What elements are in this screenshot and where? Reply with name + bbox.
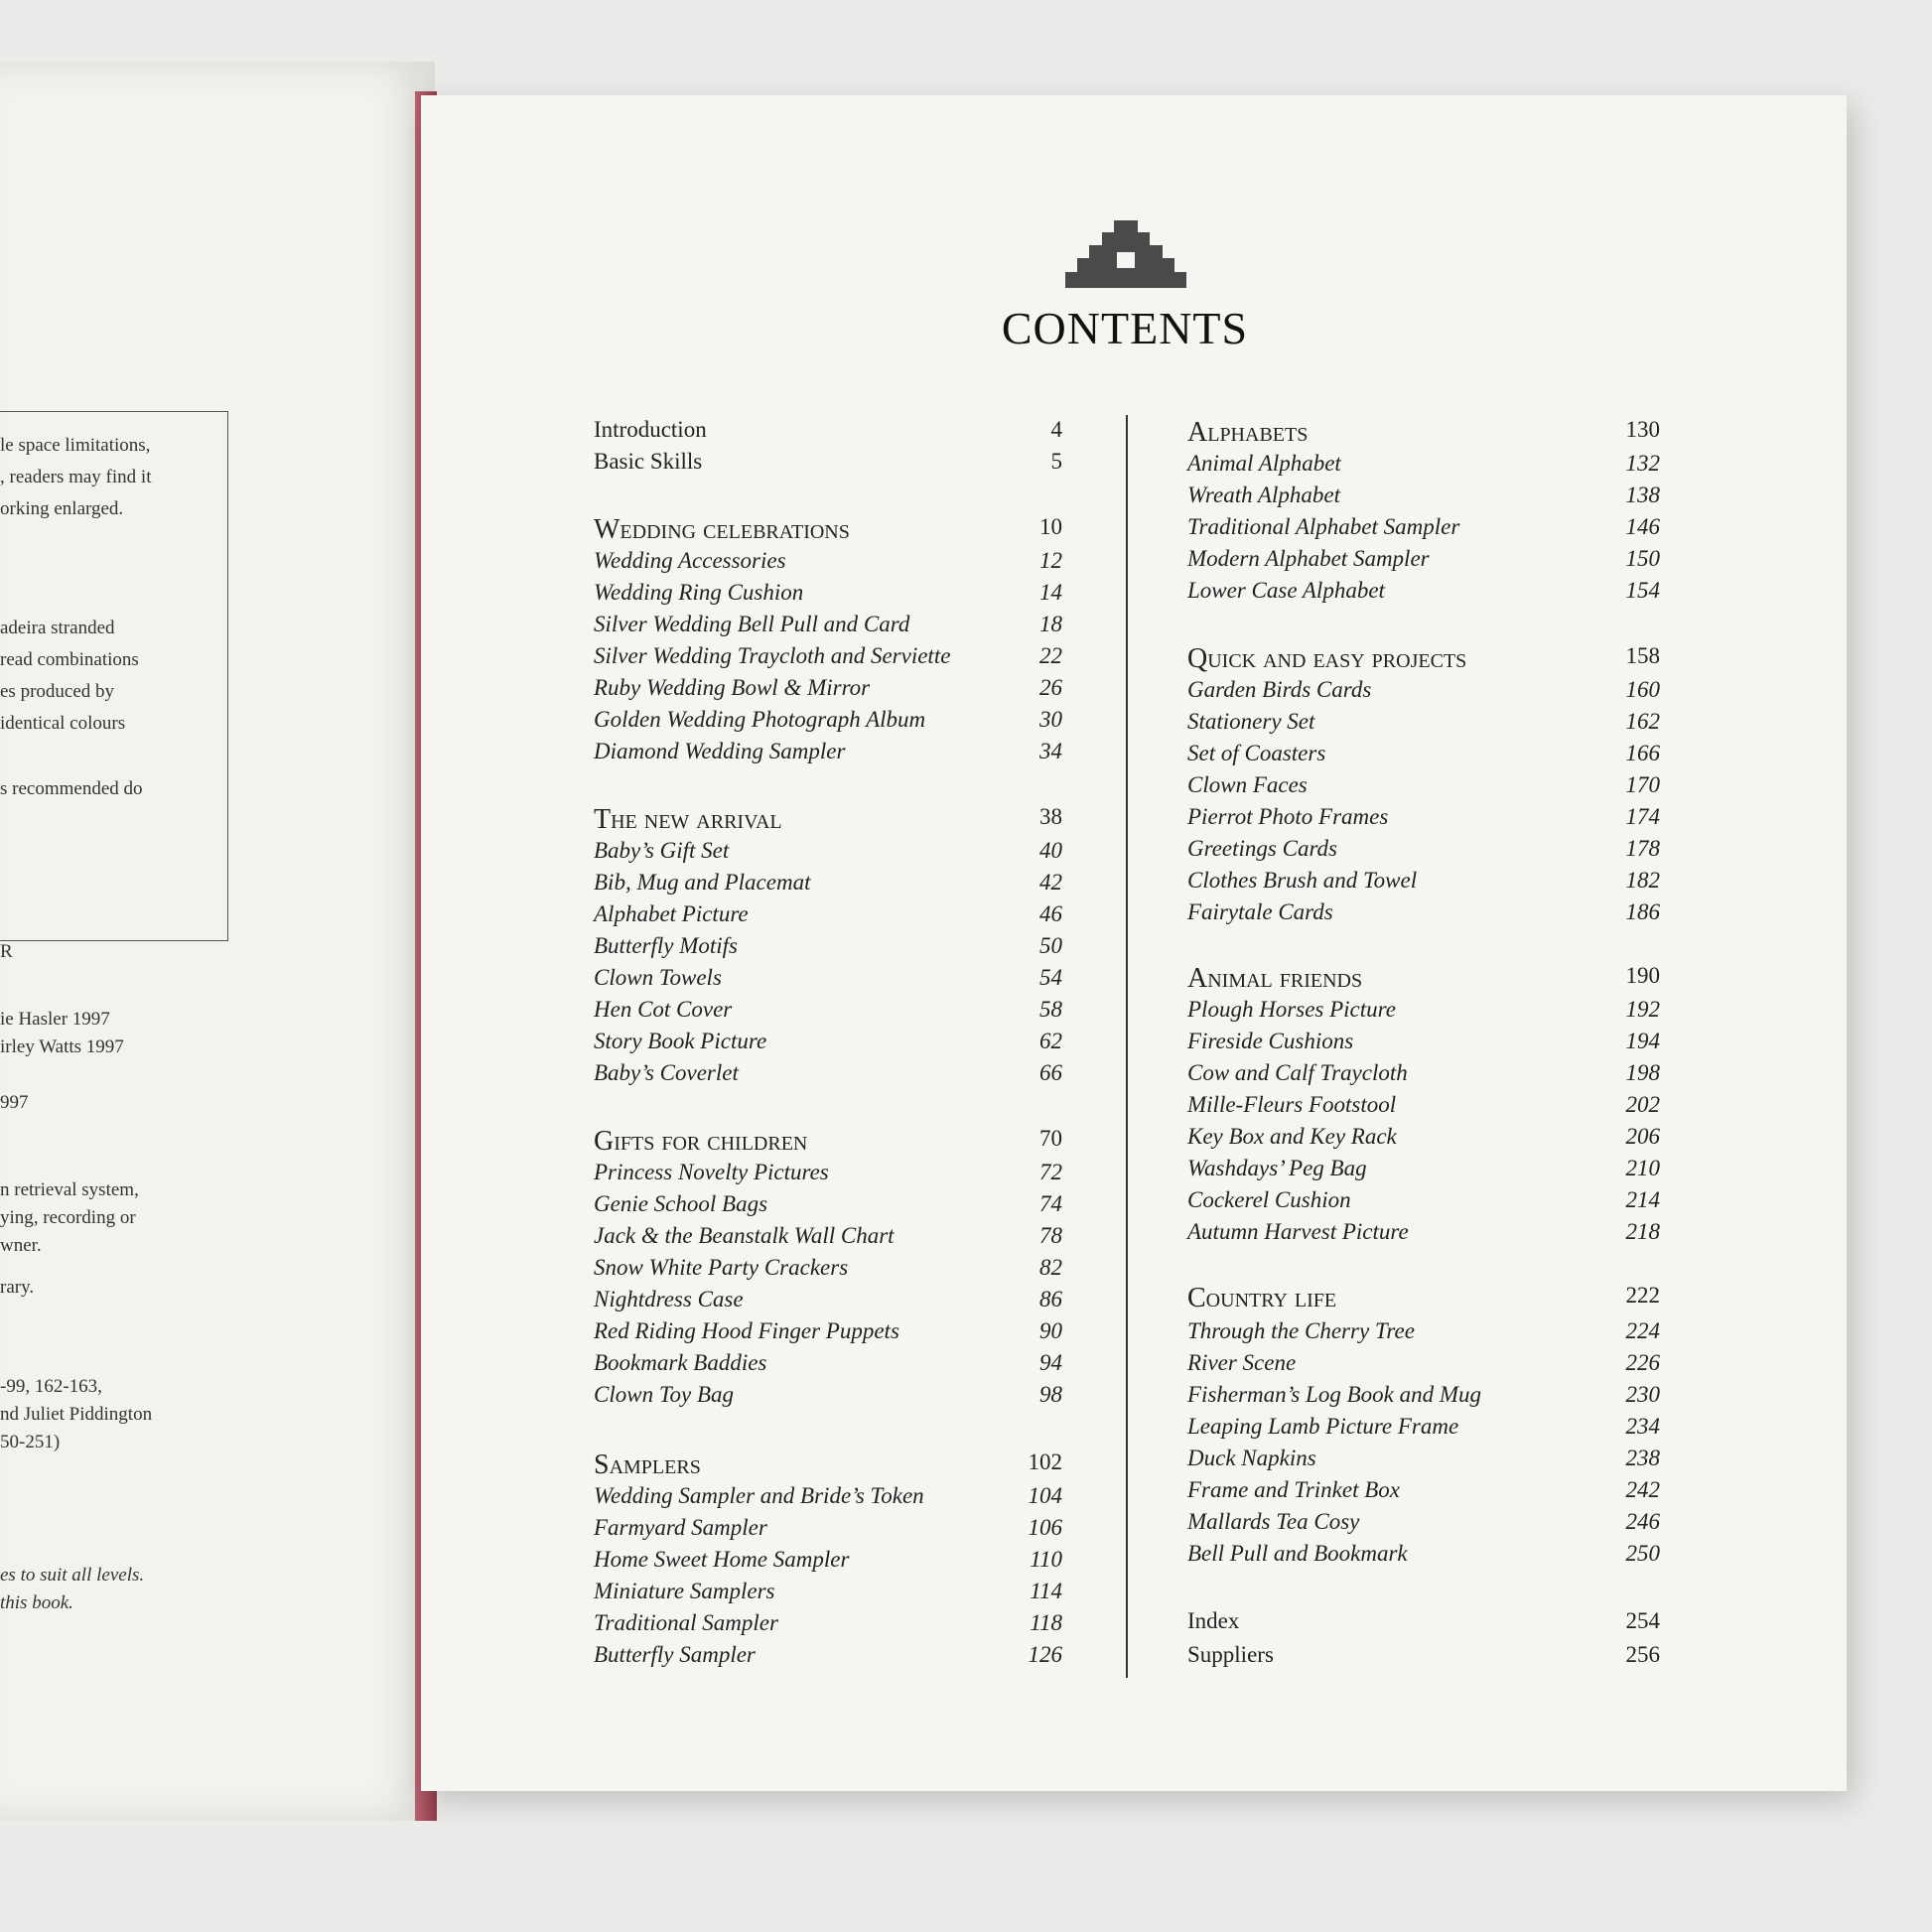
- toc-entry: [1187, 1541, 1660, 1571]
- toc-entry-title: Autumn Harvest Picture: [1187, 1219, 1409, 1244]
- toc-entry-page-number: 4: [1050, 417, 1062, 442]
- left-page-line: read combinations: [0, 649, 139, 670]
- toc-entry-title: Bib, Mug and Placemat: [594, 870, 811, 895]
- toc-entry-title: Red Riding Hood Finger Puppets: [594, 1318, 899, 1343]
- toc-entry-page-number: 40: [1039, 838, 1062, 863]
- toc-section-heading: [594, 1449, 1062, 1479]
- toc-entry-page-number: 210: [1625, 1156, 1660, 1180]
- page-title: CONTENTS: [1001, 303, 1249, 353]
- toc-entry-title: Bookmark Baddies: [594, 1350, 767, 1375]
- toc-entry: [594, 612, 1062, 641]
- toc-entry-title: Garden Birds Cards: [1187, 677, 1372, 702]
- toc-entry-page-number: 166: [1625, 741, 1660, 765]
- toc-entry-page-number: 218: [1625, 1219, 1660, 1244]
- toc-entry: [1187, 1642, 1660, 1672]
- toc-entry-page-number: 146: [1625, 514, 1660, 539]
- toc-entry: [1187, 1382, 1660, 1412]
- toc-section-heading: [594, 514, 1062, 544]
- toc-entry: [594, 1060, 1062, 1090]
- toc-entry-page-number: 222: [1625, 1283, 1660, 1308]
- toc-entry: [594, 675, 1062, 705]
- left-page: [0, 62, 435, 1821]
- toc-entry: [1187, 1350, 1660, 1380]
- toc-entry: [594, 1318, 1062, 1348]
- left-page-line: identical colours: [0, 713, 126, 734]
- toc-entry-page-number: 186: [1625, 899, 1660, 924]
- toc-entry-page-number: 162: [1625, 709, 1660, 734]
- toc-entry-title: Suppliers: [1187, 1642, 1274, 1667]
- toc-entry-title: Golden Wedding Photograph Album: [594, 707, 926, 732]
- toc-entry-title: Key Box and Key Rack: [1187, 1124, 1397, 1149]
- toc-entry-page-number: 214: [1625, 1187, 1660, 1212]
- toc-entry-title: Butterfly Sampler: [594, 1642, 756, 1667]
- toc-entry-page-number: 30: [1039, 707, 1062, 732]
- toc-entry-title: Duck Napkins: [1187, 1446, 1316, 1470]
- toc-entry-page-number: 158: [1625, 643, 1660, 668]
- toc-entry: [594, 1029, 1062, 1058]
- toc-entry-page-number: 132: [1625, 451, 1660, 476]
- toc-entry-page-number: 118: [1030, 1610, 1062, 1635]
- toc-entry-page-number: 86: [1039, 1287, 1062, 1311]
- toc-entry-page-number: 106: [1028, 1515, 1062, 1540]
- toc-entry-page-number: 150: [1625, 546, 1660, 571]
- toc-entry: [1187, 578, 1660, 608]
- toc-entry: [1187, 868, 1660, 897]
- toc-entry-title: Quick and easy projects: [1187, 643, 1467, 674]
- toc-entry: [594, 1610, 1062, 1640]
- toc-entry-title: Plough Horses Picture: [1187, 997, 1396, 1022]
- toc-section-heading: [1187, 963, 1660, 993]
- toc-entry-title: Wedding Accessories: [594, 548, 786, 573]
- toc-entry: [594, 1350, 1062, 1380]
- toc-entry-title: Animal Alphabet: [1187, 451, 1341, 476]
- toc-entry-page-number: 154: [1625, 578, 1660, 603]
- toc-entry-page-number: 114: [1030, 1579, 1062, 1603]
- toc-entry: [1187, 1060, 1660, 1090]
- toc-entry-page-number: 226: [1625, 1350, 1660, 1375]
- toc-entry-title: Wedding Sampler and Bride’s Token: [594, 1483, 924, 1508]
- toc-entry-page-number: 170: [1625, 772, 1660, 797]
- toc-entry: [594, 838, 1062, 868]
- toc-entry: [1187, 1446, 1660, 1475]
- toc-entry-title: Genie School Bags: [594, 1191, 768, 1216]
- toc-entry: [1187, 709, 1660, 739]
- toc-entry-title: Home Sweet Home Sampler: [594, 1547, 850, 1572]
- toc-entry-page-number: 160: [1625, 677, 1660, 702]
- toc-entry-page-number: 206: [1625, 1124, 1660, 1149]
- toc-entry-page-number: 174: [1625, 804, 1660, 829]
- toc-entry-title: Alphabets: [1187, 417, 1309, 448]
- toc-entry-title: Clown Towels: [594, 965, 722, 990]
- toc-section-heading: [1187, 1283, 1660, 1312]
- toc-entry-title: Traditional Sampler: [594, 1610, 778, 1635]
- toc-entry-title: Frame and Trinket Box: [1187, 1477, 1400, 1502]
- toc-column-left: [594, 417, 1062, 1688]
- toc-entry: [594, 1191, 1062, 1221]
- toc-entry: [1187, 546, 1660, 576]
- stitch-motif-icon: [1065, 220, 1186, 290]
- toc-entry-title: Wedding celebrations: [594, 514, 850, 545]
- toc-entry-title: Fireside Cushions: [1187, 1029, 1354, 1053]
- toc-entry-title: Pierrot Photo Frames: [1187, 804, 1389, 829]
- left-page-line: R: [0, 941, 13, 962]
- toc-entry: [594, 1382, 1062, 1412]
- left-page-line: le space limitations,: [0, 435, 151, 456]
- toc-entry: [594, 580, 1062, 610]
- toc-entry: [1187, 899, 1660, 929]
- toc-entry-page-number: 110: [1030, 1547, 1062, 1572]
- toc-entry: [1187, 1509, 1660, 1539]
- toc-entry-page-number: 54: [1039, 965, 1062, 990]
- toc-entry-title: Wedding Ring Cushion: [594, 580, 804, 605]
- toc-entry: [594, 417, 1062, 447]
- toc-entry: [1187, 804, 1660, 834]
- toc-entry: [594, 1515, 1062, 1545]
- toc-entry-page-number: 74: [1039, 1191, 1062, 1216]
- toc-entry-title: Cockerel Cushion: [1187, 1187, 1351, 1212]
- toc-entry-title: Butterfly Motifs: [594, 933, 739, 958]
- left-page-line: s recommended do: [0, 778, 143, 799]
- left-page-line: this book.: [0, 1592, 73, 1613]
- toc-entry: [594, 965, 1062, 995]
- toc-entry-title: Leaping Lamb Picture Frame: [1187, 1414, 1459, 1439]
- toc-entry: [1187, 483, 1660, 512]
- toc-entry: [594, 901, 1062, 931]
- toc-entry-title: The new arrival: [594, 804, 782, 835]
- toc-entry: [594, 870, 1062, 899]
- toc-entry-title: Princess Novelty Pictures: [594, 1160, 829, 1184]
- toc-column-right: [1187, 417, 1660, 1688]
- left-page-line: , readers may find it: [0, 467, 152, 487]
- toc-entry-title: Diamond Wedding Sampler: [594, 739, 846, 763]
- toc-entry: [1187, 1124, 1660, 1154]
- toc-entry-page-number: 5: [1050, 449, 1062, 474]
- toc-entry: [594, 739, 1062, 768]
- left-page-line: n retrieval system,: [0, 1179, 139, 1200]
- toc-entry-title: Wreath Alphabet: [1187, 483, 1340, 507]
- column-divider: [1126, 415, 1128, 1678]
- toc-entry-page-number: 190: [1625, 963, 1660, 988]
- toc-entry-title: Story Book Picture: [594, 1029, 767, 1053]
- toc-entry-page-number: 234: [1625, 1414, 1660, 1439]
- toc-entry: [1187, 1477, 1660, 1507]
- toc-entry: [1187, 772, 1660, 802]
- toc-entry-title: Greetings Cards: [1187, 836, 1337, 861]
- toc-entry-page-number: 38: [1039, 804, 1062, 829]
- toc-entry-title: Clown Faces: [1187, 772, 1308, 797]
- left-page-line: 50-251): [0, 1432, 61, 1452]
- toc-entry-page-number: 82: [1039, 1255, 1062, 1280]
- toc-entry-title: Country life: [1187, 1283, 1337, 1313]
- toc-entry: [594, 1255, 1062, 1285]
- toc-entry: [1187, 1414, 1660, 1444]
- toc-entry: [594, 548, 1062, 578]
- toc-entry-page-number: 202: [1625, 1092, 1660, 1117]
- toc-entry: [594, 1160, 1062, 1189]
- toc-entry: [1187, 1318, 1660, 1348]
- left-page-line: -99, 162-163,: [0, 1376, 102, 1397]
- toc-entry-title: Modern Alphabet Sampler: [1187, 546, 1430, 571]
- toc-entry-page-number: 254: [1625, 1608, 1660, 1633]
- toc-section-heading: [594, 804, 1062, 834]
- toc-entry-title: Through the Cherry Tree: [1187, 1318, 1415, 1343]
- toc-entry-page-number: 250: [1625, 1541, 1660, 1566]
- toc-entry-title: Baby’s Gift Set: [594, 838, 730, 863]
- toc-entry-page-number: 138: [1625, 483, 1660, 507]
- toc-entry: [594, 1287, 1062, 1316]
- toc-entry: [1187, 451, 1660, 481]
- toc-entry-page-number: 72: [1039, 1160, 1062, 1184]
- toc-entry: [594, 933, 1062, 963]
- left-page-line: rary.: [0, 1277, 35, 1298]
- toc-entry-title: Traditional Alphabet Sampler: [1187, 514, 1460, 539]
- toc-entry-page-number: 230: [1625, 1382, 1660, 1407]
- toc-entry-title: Baby’s Coverlet: [594, 1060, 739, 1085]
- left-page-line: ie Hasler 1997: [0, 1009, 110, 1030]
- toc-entry-title: Clothes Brush and Towel: [1187, 868, 1418, 893]
- toc-entry-title: Ruby Wedding Bowl & Mirror: [594, 675, 871, 700]
- toc-entry-title: Fisherman’s Log Book and Mug: [1187, 1382, 1482, 1407]
- toc-entry-title: Set of Coasters: [1187, 741, 1326, 765]
- toc-entry-page-number: 182: [1625, 868, 1660, 893]
- toc-entry-page-number: 256: [1625, 1642, 1660, 1667]
- toc-entry-page-number: 10: [1039, 514, 1062, 539]
- toc-entry: [1187, 1029, 1660, 1058]
- left-page-line: ying, recording or: [0, 1207, 136, 1228]
- note-box: [0, 411, 228, 941]
- toc-section-heading: [594, 1126, 1062, 1156]
- toc-entry: [1187, 1187, 1660, 1217]
- toc-entry-title: Miniature Samplers: [594, 1579, 775, 1603]
- toc-entry: [1187, 677, 1660, 707]
- toc-entry-title: Mille-Fleurs Footstool: [1187, 1092, 1397, 1117]
- left-page-line: 997: [0, 1092, 29, 1113]
- toc-entry-title: Silver Wedding Traycloth and Serviette: [594, 643, 951, 668]
- toc-entry: [594, 707, 1062, 737]
- left-page-line: orking enlarged.: [0, 498, 124, 519]
- toc-entry-page-number: 130: [1625, 417, 1660, 442]
- toc-entry-title: River Scene: [1187, 1350, 1297, 1375]
- left-page-line: adeira stranded: [0, 618, 115, 638]
- toc-entry: [594, 997, 1062, 1027]
- toc-entry-page-number: 126: [1028, 1642, 1062, 1667]
- toc-entry-page-number: 18: [1039, 612, 1062, 636]
- toc-entry-page-number: 246: [1625, 1509, 1660, 1534]
- toc-entry-title: Alphabet Picture: [594, 901, 749, 926]
- toc-entry-page-number: 242: [1625, 1477, 1660, 1502]
- toc-entry-page-number: 66: [1039, 1060, 1062, 1085]
- toc-entry: [1187, 997, 1660, 1027]
- left-page-line: irley Watts 1997: [0, 1036, 124, 1057]
- toc-entry: [594, 1223, 1062, 1253]
- toc-entry: [1187, 1608, 1660, 1638]
- toc-entry-title: Index: [1187, 1608, 1240, 1633]
- toc-entry: [1187, 514, 1660, 544]
- toc-entry-title: Fairytale Cards: [1187, 899, 1333, 924]
- toc-section-heading: [1187, 417, 1660, 447]
- toc-entry-page-number: 198: [1625, 1060, 1660, 1085]
- toc-entry-title: Stationery Set: [1187, 709, 1315, 734]
- toc-entry-title: Introduction: [594, 417, 707, 442]
- left-page-line: nd Juliet Piddington: [0, 1404, 153, 1425]
- toc-entry-title: Gifts for children: [594, 1126, 808, 1157]
- toc-entry-page-number: 22: [1039, 643, 1062, 668]
- toc-entry: [594, 643, 1062, 673]
- toc-entry-title: Silver Wedding Bell Pull and Card: [594, 612, 910, 636]
- toc-entry-title: Samplers: [594, 1449, 701, 1480]
- toc-entry: [594, 1579, 1062, 1608]
- toc-entry: [1187, 741, 1660, 770]
- toc-entry-page-number: 34: [1039, 739, 1062, 763]
- toc-entry-page-number: 14: [1039, 580, 1062, 605]
- toc-entry: [594, 1547, 1062, 1577]
- toc-entry-page-number: 192: [1625, 997, 1660, 1022]
- toc-entry-page-number: 26: [1039, 675, 1062, 700]
- toc-entry-page-number: 62: [1039, 1029, 1062, 1053]
- toc-entry-page-number: 90: [1039, 1318, 1062, 1343]
- toc-entry-page-number: 104: [1028, 1483, 1062, 1508]
- toc-entry-page-number: 224: [1625, 1318, 1660, 1343]
- left-page-line: es to suit all levels.: [0, 1565, 145, 1586]
- toc-entry-title: Snow White Party Crackers: [594, 1255, 849, 1280]
- toc-entry-title: Jack & the Beanstalk Wall Chart: [594, 1223, 895, 1248]
- toc-entry-title: Nightdress Case: [594, 1287, 744, 1311]
- toc-entry-page-number: 98: [1039, 1382, 1062, 1407]
- toc-entry-title: Lower Case Alphabet: [1187, 578, 1385, 603]
- toc-entry-title: Animal friends: [1187, 963, 1363, 994]
- left-page-line: es produced by: [0, 681, 115, 702]
- toc-entry: [1187, 1156, 1660, 1185]
- toc-entry-title: Basic Skills: [594, 449, 703, 474]
- toc-entry-page-number: 12: [1039, 548, 1062, 573]
- left-page-line: wner.: [0, 1235, 42, 1256]
- toc-entry-page-number: 178: [1625, 836, 1660, 861]
- toc-entry: [594, 1483, 1062, 1513]
- toc-entry: [1187, 1219, 1660, 1249]
- toc-entry-page-number: 238: [1625, 1446, 1660, 1470]
- toc-entry-page-number: 102: [1028, 1449, 1062, 1474]
- toc-entry: [594, 1642, 1062, 1672]
- toc-entry-page-number: 70: [1039, 1126, 1062, 1151]
- toc-entry-page-number: 50: [1039, 933, 1062, 958]
- toc-entry-page-number: 42: [1039, 870, 1062, 895]
- toc-section-heading: [1187, 643, 1660, 673]
- toc-entry-page-number: 46: [1039, 901, 1062, 926]
- toc-entry-page-number: 78: [1039, 1223, 1062, 1248]
- toc-entry: [594, 449, 1062, 479]
- toc-entry-title: Washdays’ Peg Bag: [1187, 1156, 1367, 1180]
- toc-entry-title: Farmyard Sampler: [594, 1515, 767, 1540]
- toc-entry-title: Bell Pull and Bookmark: [1187, 1541, 1408, 1566]
- toc-entry: [1187, 1092, 1660, 1122]
- toc-entry-title: Hen Cot Cover: [594, 997, 733, 1022]
- toc-entry-page-number: 94: [1039, 1350, 1062, 1375]
- toc-entry-page-number: 58: [1039, 997, 1062, 1022]
- toc-entry-title: Clown Toy Bag: [594, 1382, 735, 1407]
- toc-entry-title: Cow and Calf Traycloth: [1187, 1060, 1408, 1085]
- toc-entry-title: Mallards Tea Cosy: [1187, 1509, 1360, 1534]
- toc-entry: [1187, 836, 1660, 866]
- toc-entry-page-number: 194: [1625, 1029, 1660, 1053]
